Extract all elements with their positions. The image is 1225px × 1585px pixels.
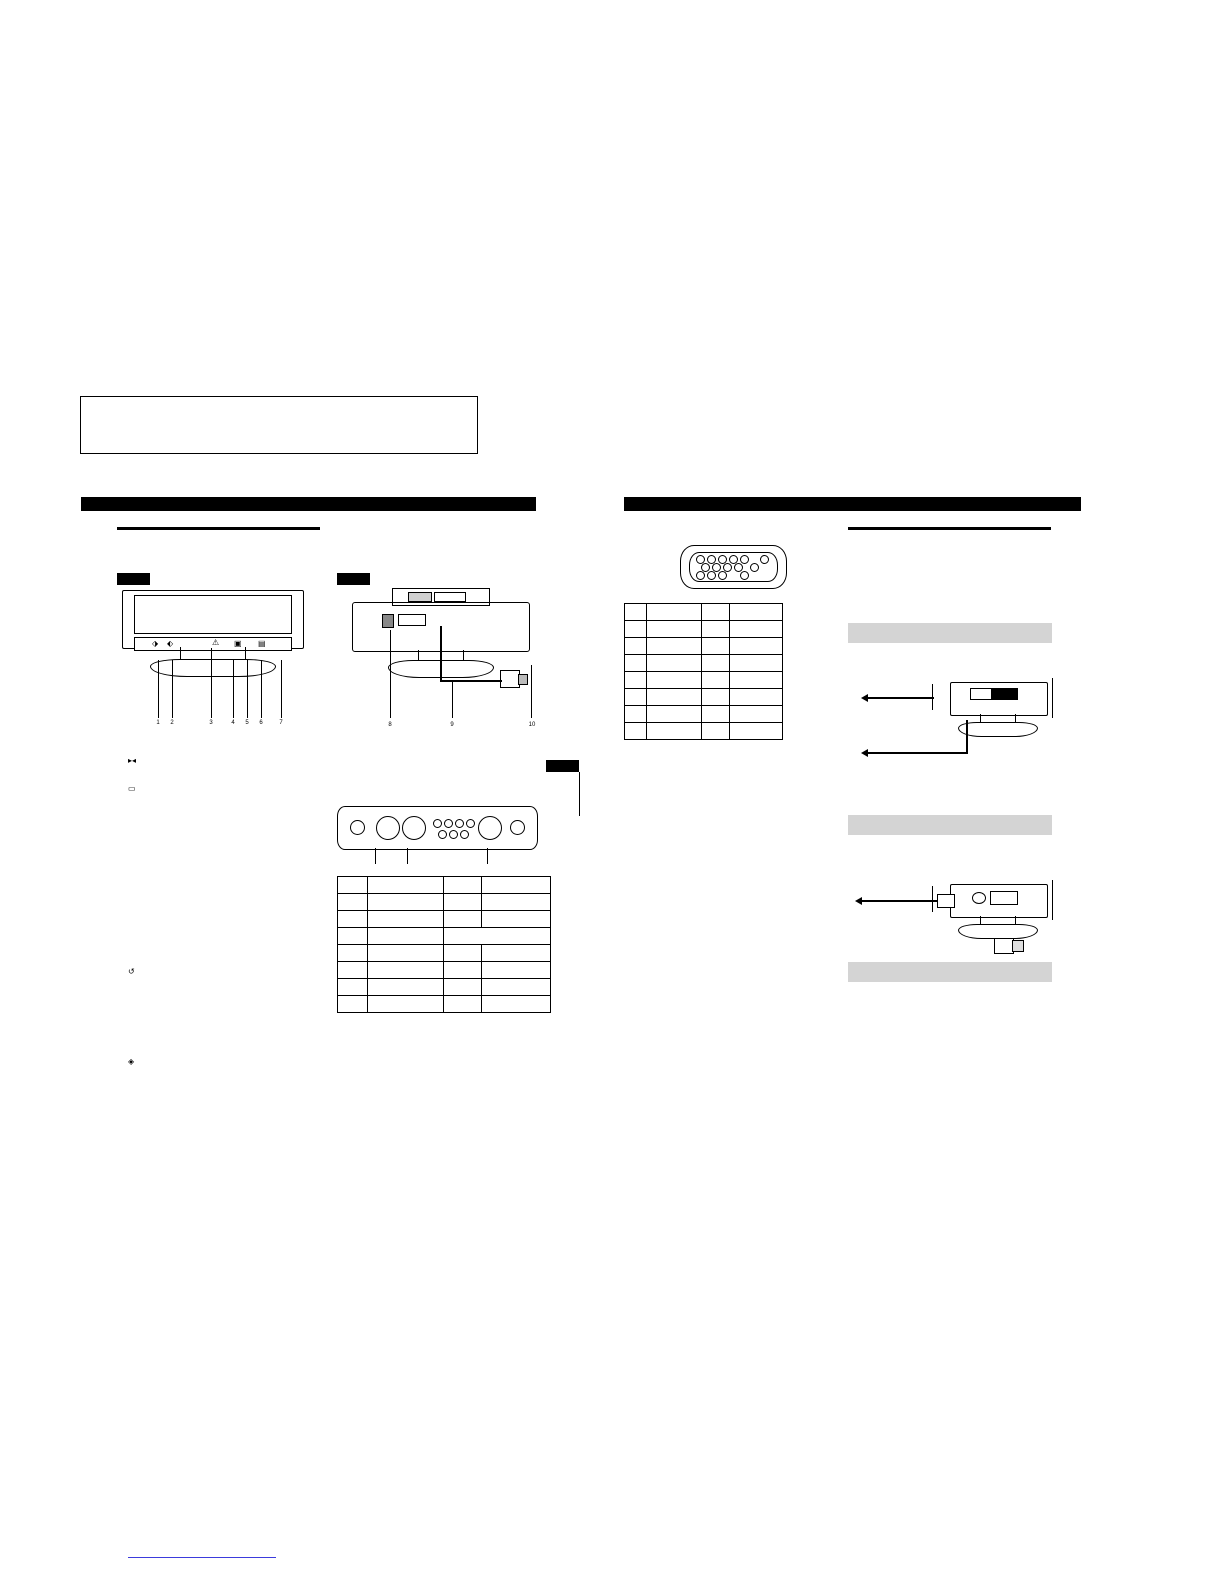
cell [444,979,481,996]
cell [338,962,368,979]
cell [647,638,701,655]
step-1-arrow-upper-line [868,697,934,699]
cell [729,706,782,723]
front-callout-leader-5 [247,660,248,718]
cell [647,604,701,621]
front-callout-leader-3 [211,648,212,718]
cell [701,672,729,689]
cell [368,894,444,911]
step-3-heading [848,962,1052,982]
cell [444,945,481,962]
cell [729,689,782,706]
figure-step-1-connect-video [932,678,1052,740]
cell [625,655,647,672]
video-input-connector-15pin [337,806,538,850]
cell [701,638,729,655]
step-1-arrow-lower-head [861,749,868,757]
cell [481,877,550,894]
figure-monitor-rear [340,588,540,688]
rear-callout-leader-10 [531,665,532,718]
hd15-connector-diagram [680,545,785,587]
front-callout-number-5: 5 [245,720,249,726]
cell [481,996,550,1013]
rear-callout-leader-9 [452,682,453,718]
cell [368,911,444,928]
cell [647,689,701,706]
table-row [338,979,551,996]
step-1-cable-bend [966,720,968,754]
table-row [625,604,783,621]
cell [444,996,481,1013]
cell [701,655,729,672]
front-control-icon-4: ▣ [234,639,242,648]
cell [729,621,782,638]
table-row [338,945,551,962]
cell [647,621,701,638]
cell [368,928,444,945]
footer-link[interactable] [128,1556,276,1558]
cell [338,877,368,894]
step-2-plug-body [937,894,955,908]
cell [481,945,550,962]
cell [647,706,701,723]
step-2-arrow-head [855,897,862,905]
reset-icon: ↺ [128,967,135,976]
cell [701,723,729,740]
rear-callout-number-10: 10 [528,722,536,728]
front-callout-leader-1 [158,660,159,718]
table-row [625,706,783,723]
table-row [625,723,783,740]
cell [625,672,647,689]
cell [625,604,647,621]
front-control-icon-2: ⬖ [167,639,174,648]
table-row [625,689,783,706]
front-callout-number-2: 2 [170,720,174,726]
right-section-bar [624,497,1081,511]
step-1-arrow-lower-line [868,752,968,754]
table-row [338,877,551,894]
front-callout-leader-4 [233,660,234,718]
step-1-arrow-upper-head [861,694,868,702]
cell [729,604,782,621]
cell [444,928,551,945]
cell [368,945,444,962]
front-callout-number-4: 4 [231,720,235,726]
connector-callout-leader-3 [487,848,488,864]
table-row [625,655,783,672]
cell [444,894,481,911]
table-row [625,638,783,655]
cell [444,911,481,928]
cell [625,689,647,706]
table-row [625,621,783,638]
front-control-icon-1: ⬗ [152,639,159,648]
rear-callout-number-9: 9 [450,722,454,728]
connector-callout-leader-1 [375,848,376,864]
cell [625,706,647,723]
table-row [338,996,551,1013]
cell [481,911,550,928]
front-control-icon-3: ⚠ [212,638,220,647]
front-callout-number-7: 7 [279,720,283,726]
cell [368,877,444,894]
front-callout-number-6: 6 [259,720,263,726]
table-row [338,911,551,928]
connector-figure-tag [546,760,579,772]
front-callout-number-3: 3 [209,720,213,726]
cell [368,996,444,1013]
cell [701,689,729,706]
cell [625,638,647,655]
cell [338,928,368,945]
cell [729,638,782,655]
step-2-arrow-line [862,900,940,902]
cell [338,996,368,1013]
cell [481,979,550,996]
cell [481,894,550,911]
rear-figure-tag [337,573,370,585]
cell [444,877,481,894]
connector-callout-leader-2 [407,848,408,864]
cell [701,706,729,723]
right-section-heading-rule [848,527,1051,530]
cell [368,962,444,979]
warning-notice-box [80,396,478,454]
left-pin-assignment-table [337,876,551,1013]
table-row [338,962,551,979]
cell [701,621,729,638]
figure-monitor-front [112,590,312,685]
front-callout-leader-7 [281,660,282,718]
left-section-heading-rule [117,527,320,530]
cell [368,979,444,996]
step-2-heading [848,815,1052,835]
cell [701,604,729,621]
cell [625,621,647,638]
step-1-heading [848,623,1052,643]
size-adjust-icon: ▭ [128,784,136,793]
cell [481,962,550,979]
cell [338,979,368,996]
table-row [338,928,551,945]
cell [647,655,701,672]
center-adjust-icon: ▸◂ [128,756,137,765]
cell [625,723,647,740]
cell [338,894,368,911]
figure-step-2-connect-power [932,880,1052,955]
table-row [338,894,551,911]
degauss-icon: ◈ [128,1057,135,1066]
connector-tag-divider [579,772,580,816]
front-callout-leader-6 [261,660,262,718]
front-figure-tag [117,573,150,585]
cell [647,672,701,689]
cell [338,945,368,962]
cell [647,723,701,740]
table-row [625,672,783,689]
left-section-bar [81,497,536,511]
rear-callout-leader-8 [390,630,391,718]
cell [729,672,782,689]
front-control-icon-5: ▤ [258,639,266,648]
cell [338,911,368,928]
cell [729,723,782,740]
right-pin-assignment-table [624,603,783,740]
front-callout-leader-2 [172,660,173,718]
rear-callout-number-8: 8 [388,722,392,728]
cell [444,962,481,979]
cell [729,655,782,672]
front-callout-number-1: 1 [156,720,160,726]
